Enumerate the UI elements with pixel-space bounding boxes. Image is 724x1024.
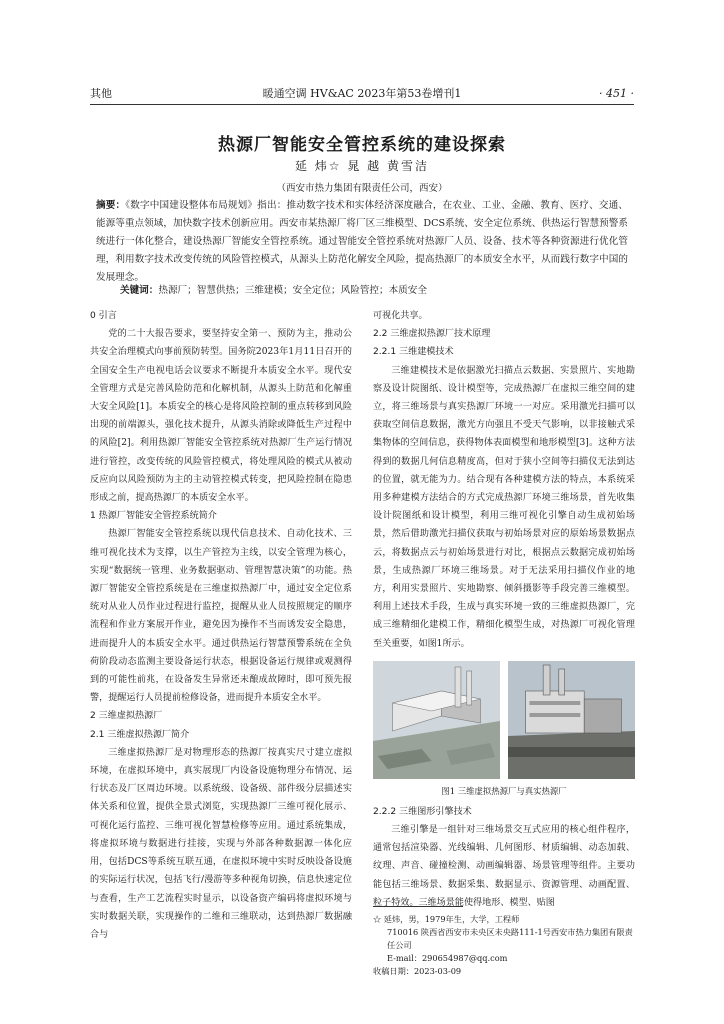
header-journal: 暖通空调 HV&AC 2023年第53卷增刊1 [262,87,462,100]
virtual-plant-render-image [373,661,500,779]
figure-1-caption: 图1 三维虚拟热源厂与真实热源厂 [441,785,567,796]
section-heading-2-2-1: 2.2.1 三维建模技术 [373,347,454,358]
section-heading-2-1: 2.1 三维虚拟热源厂简介 [90,729,190,740]
running-header [90,86,634,102]
paragraph: 三维引擎是一组针对三维场景交互式应用的核心组件程序，通常包括渲染器、光线编辑、几何图形、材质编辑、动态加载、纹理、声音、碰撞检测、动画编辑器、场景管理等组件。主要功能包括三维场景、数据采集、数据显示、资源管理、动画配置、粒子特效。三维场景能使得地形、模型、贴图 [373,825,635,908]
abstract-text: 《数字中国建设整体布局规划》指出：推动数字技术和实体经济深度融合，在农业、工业、金融、教育、医疗、交通、能源等重点领域，加快数字技术创新应用。西安市某热源厂将厂区三维模型、DCS系统、安全定位系统、供热运行智慧预警系统进行一体化整合，建设热源厂智能安全管控系统。通过智能安全管控系统对热源厂人员、设备、技术等各种资源进行优化管理，利用数字技术改变传统的风险管控模式，从源头上防范化解安全风险，提高热源厂的本质安全水平，从而践行数字中国的发展理念。 [96,200,629,283]
paragraph: 三维虚拟热源厂是对物理形态的热源厂按真实尺寸建立虚拟环境，在虚拟环境中，真实展现厂内设备设施物理分布情况、运行状态及厂区周边环境。以系统级、设备级、部件级分层描述实体关系和位置，提供全景式浏览，实现热源厂三维可视化展示、可视化运行监控、三维可视化智慧检修等应用。通过系统集成，将虚拟环境与数据进行挂接，实现与外部各种数据源一体化应用，包括DCS等系统互联互通，在虚拟环境中实时反映设备设施的实际运行状况，包括飞行/漫游等多种视角切换，信息快速定位与查看，生产工艺流程实时显示，以设备资产编码将虚拟环境与实时数据关联，实现操作的二维和三维联动，达到热源厂数据融合与 [90,747,352,940]
header-divider [90,104,634,105]
footnote-email: E-mail：290654987@qq.com [387,953,508,963]
section-heading-1: 1 热源厂智能安全管控系统简介 [90,511,217,522]
footnote-received-date: 收稿日期：2023-03-09 [373,966,462,976]
right-column [373,307,635,912]
paragraph: 三维建模技术是依据激光扫描点云数据、实景照片、实地勘察及设计院图纸、设计模型等，完成热源厂在虚拟三维空间的建立，将三维场景与真实热源厂环境一一对应。采用激光扫描可以获取空间信息数据，激光方向强且不受天气影响，以非接触式采集物体的空间信息，获得物体表面模型和地形模型[3]。这种方法得到的数据几何信息精度高，但对于狭小空间等扫描仪无法到达的位置，就无能为力。结合现有各种建模方法的特点，本系统采用多种建模方法结合的方式完成热源厂环境三维场景，首先收集设计院图纸和设计模型，利用三维可视化引擎自动生成初始场景，然后借助激光扫描仪获取与初始场景对应的原始场景数据点云，将数据点云与初始场景进行对比，根据点云数据完成初始场景，生成热源厂环境三维场景。对于无法采用扫描仪作业的地方，利用实景照片、实地勘察、倾斜摄影等手段完善三维模型。利用上述技术手段，生成与真实环境一致的三维虚拟热源厂，完成三维精细化建模工作，精细化模型生成，对热源厂可视化管理至关重要，如图1所示。 [373,365,635,649]
paragraph-continuation: 可视化共享。 [373,311,428,321]
author-footnote [373,906,635,978]
figure-1 [373,661,635,779]
affiliation: （西安市热力集团有限责任公司，西安） [276,183,448,194]
paragraph: 党的二十大报告要求，要坚持安全第一、预防为主，推动公共安全治理模式向事前预防转型。国务院2023年1月11日召开的全国安全生产电视电话会议要求不断提升本质安全水平。现代安全管理方式是完善风险防范和化解机制，从源头上防范和化解重大安全风险[1]。本质安全的核心是将风险控制的重点转移到风险出现的前端源头，强化技术提升，从源头消除或降低生产过程中的风险[2]。利用热源厂智能安全管控系统对热源厂生产运行情况进行管控，改变传统的风险管控模式，将处理风险的模式从被动反应向以风险预防为主的主动管控模式转变，把风险控制在隐患形成之前，提高热源厂的本质安全水平。 [90,329,352,504]
abstract-label: 摘要： [96,200,126,211]
section-heading-2-2-2: 2.2.2 三维图形引擎技术 [373,806,472,817]
real-plant-photo-image [508,661,635,779]
left-column [90,307,352,944]
header-page-number: · 451 · [599,87,634,100]
article-title: 热源厂智能安全管控系统的建设探索 [218,135,506,155]
authors: 延 炜☆ 晁 越 黄雪洁 [294,159,430,173]
footnote-address: 710016 陕西省西安市未央区未央路111-1号西安市热力集团有限责任公司 [387,927,633,950]
section-heading-intro: 0 引言 [90,311,117,321]
paragraph: 热源厂智能安全管控系统以现代信息技术、自动化技术、三维可视化技术为支撑，以生产管控为主线，以安全管理为核心，实现“数据统一管理、业务数据驱动、管理智慧决策”的功能。热源厂智能安全管控系统是在三维虚拟热源厂中，通过安全定位系统对从业人员作业过程进行监控，提醒从业人员按照规定的顺序流程和作业方案展开作业，避免因为操作不当而诱发安全隐患，进而提升人的本质安全水平。通过供热运行智慧预警系统在全负荷阶段动态监测主要设备运行状态，根据设备运行规律或观测得到的可能性前兆，在设备发生异常还未酿成故障时，即可预先报警，提醒运行人员提前检修设备，进而提升本质安全水平。 [90,529,352,704]
keywords-label: 关键词： [120,285,159,296]
footnote-divider [373,906,463,907]
section-heading-2: 2 三维虚拟热源厂 [90,711,163,722]
keywords [120,282,628,296]
abstract [96,197,628,287]
keywords-text: 热源厂；智慧供热；三维建模；安全定位；风险管控；本质安全 [158,285,427,296]
section-heading-2-2: 2.2 三维虚拟热源厂技术原理 [373,329,491,340]
header-section: 其他 [90,87,112,100]
footnote-author: ☆ 延炜，男，1979年生，大学，工程师 [373,914,520,924]
